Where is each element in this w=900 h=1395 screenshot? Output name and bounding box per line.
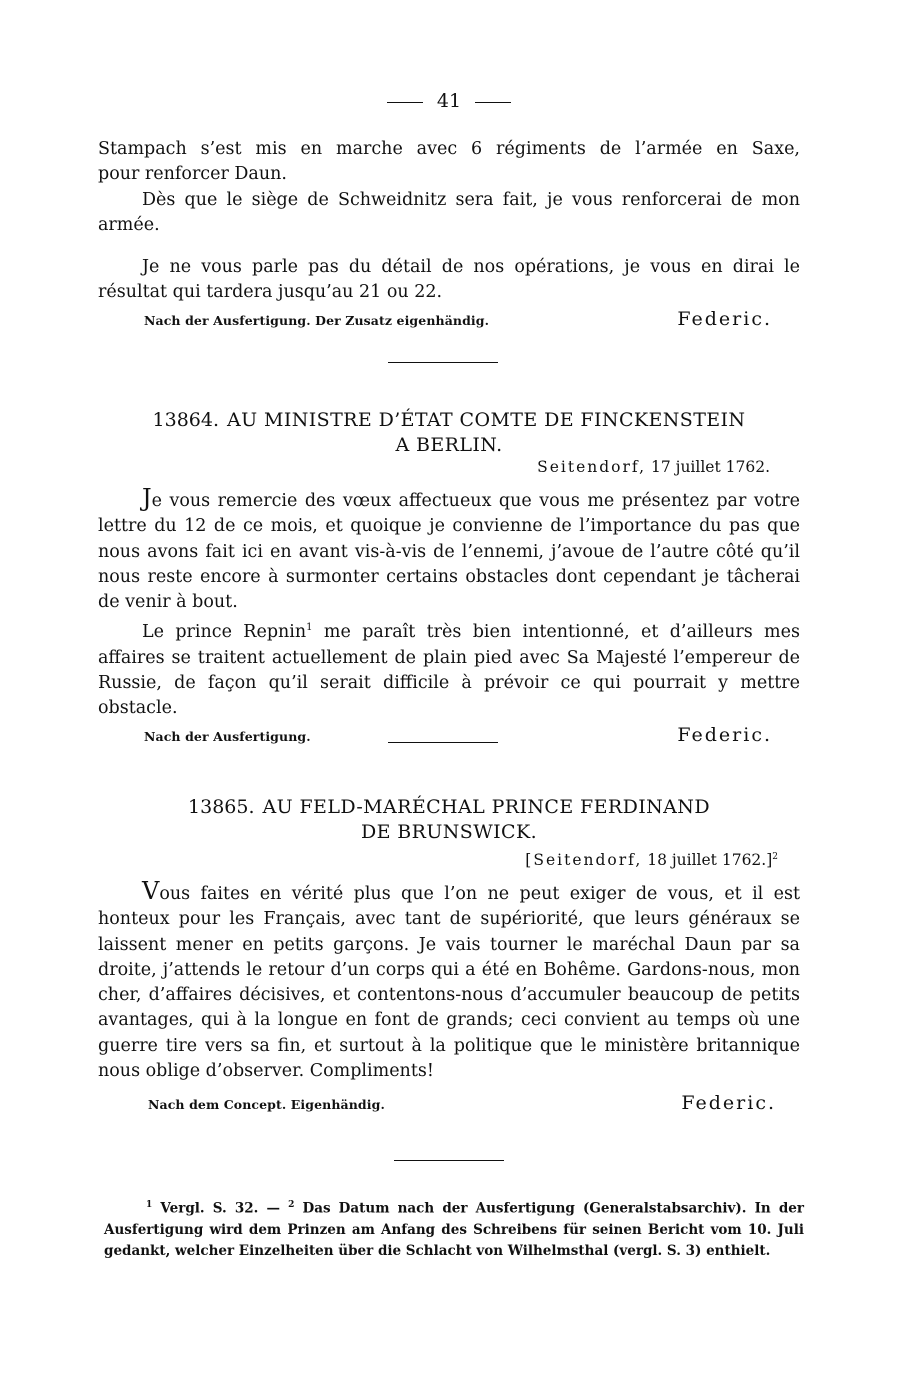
letter1-signature: Federic.	[677, 723, 772, 746]
header-dash-right	[475, 102, 511, 103]
page-header	[98, 90, 800, 112]
footnotes-text	[104, 1195, 804, 1262]
footnote-2: Das Datum nach der Ausfertigung (Generalstabsarchiv). In der Ausfertigung wird dem Prinzen am Anfang des Schreibens für seinen Bericht vom 10. Juli gedankt, welcher Einzelheiten über die Schlacht von Wilhelmsthal (vergl. S. 3) enthielt.	[104, 1200, 805, 1259]
letter1-paragraph-1-text: e vous remercie des vœux affectueux que vous me présentez par votre lettre du 12 de ce mois, et quoique je convienne de l’importance du pas que nous avons fait ici en avant vis-à-vis de l’ennemi, j’avoue de l’autre côté qu’il nous reste encore à surmonter certains obstacles dont cependant je tâcherai de venir à bout.	[98, 491, 800, 613]
letter1-title-line-2: A BERLIN.	[395, 434, 503, 456]
intro-source-row	[98, 306, 800, 330]
footnote-1-mark: 1	[146, 1200, 153, 1210]
letter1-title-line-1: AU MINISTRE D’ÉTAT COMTE DE FINCKENSTEIN	[227, 409, 746, 431]
letter2-signature: Federic.	[681, 1092, 776, 1115]
intro-block	[98, 137, 800, 330]
letter1-initial: J	[142, 484, 152, 512]
intro-paragraph-3: Je ne vous parle pas du détail de nos opérations, je vous en dirai le résultat qui tardera jusqu’au 21 ou 22.	[98, 257, 800, 303]
letter1-paragraph-1	[98, 486, 800, 615]
header-dash-left	[387, 102, 423, 103]
intro-source-note: Nach der Ausfertigung. Der Zusatz eigenhändig.	[144, 312, 490, 328]
footnote-ref-2: 2	[772, 851, 778, 862]
letter2-place: [Seitendorf,	[525, 851, 643, 869]
letter1-place: Seitendorf,	[537, 458, 647, 476]
intro-line-2: pour renforcer Daun.	[98, 164, 287, 185]
intro-paragraph-2: Dès que le siège de Schweidnitz sera fait, je vous renforcerai de mon armée.	[98, 189, 800, 235]
letter2-number: 13865.	[188, 796, 255, 818]
letter1-place-date	[537, 458, 770, 476]
letter1-source-note: Nach der Ausfertigung.	[144, 728, 311, 744]
footnote-2-mark: 2	[288, 1200, 295, 1210]
footnote-ref-1: 1	[306, 622, 313, 634]
letter2-source-note: Nach dem Concept. Eigenhändig.	[148, 1097, 385, 1113]
footnote-1: Vergl. S. 32. —	[160, 1200, 280, 1217]
letter1-number: 13864.	[152, 409, 219, 431]
letter2-title-line-2: DE BRUNSWICK.	[360, 821, 538, 843]
page-number: 41	[436, 90, 462, 112]
letter2-source-row	[98, 1084, 800, 1114]
letter2-paragraph-1	[98, 879, 800, 1084]
letter1-date: 17 juillet 1762.	[650, 458, 770, 476]
document-page	[98, 0, 805, 1395]
letter1-paragraph-2-start: Le prince Repnin	[142, 622, 307, 643]
footnotes	[104, 1195, 804, 1262]
letter1-paragraph-2-text: me paraît très bien intentionné, et d’ailleurs mes affaires se traitent actuellement de plain pied avec Sa Majesté l’empereur de Russie, de façon qu’il serait difficile à prévoir ce qui pourrait y mettre obstacle.	[98, 622, 800, 719]
letter2-date: 18 juillet 1762.]	[647, 851, 773, 869]
letter2-initial: V	[142, 877, 160, 905]
intro-signature: Federic.	[677, 307, 772, 330]
letter2-body	[98, 879, 800, 1114]
letter1-heading	[98, 408, 800, 458]
separator-rule-2	[388, 742, 498, 743]
letter2-paragraph-1-text: ous faites en vérité plus que l’on ne peut exiger de vous, et il est honteux pour les Français, avec tant de supériorité, que leurs généraux se laissent mener en petits garçons. Je vais tourner le maréchal Daun par sa droite, j’attends le retour d’un corps qui a été en Bohême. Gardons-nous, mon cher, d’affaires décisives, et contentons-nous d’accumuler beaucoup de petits avantages, qui à la longue en font de grands; ceci convient au temps où une guerre tire vers sa fin, et surtout à la politique que le ministère britannique nous oblige d’observer. Compliments!	[98, 884, 800, 1082]
separator-rule-3	[394, 1160, 504, 1161]
letter2-title-line-1: AU FELD-MARÉCHAL PRINCE FERDINAND	[262, 796, 710, 818]
letter1-body	[98, 486, 800, 746]
letter1-paragraph-2	[98, 615, 800, 721]
separator-rule-1	[388, 362, 498, 363]
letter2-place-date	[525, 851, 778, 869]
intro-line-1: Stampach s’est mis en marche avec 6 régiments de l’armée en Saxe,	[98, 139, 800, 159]
letter2-heading	[98, 795, 800, 845]
